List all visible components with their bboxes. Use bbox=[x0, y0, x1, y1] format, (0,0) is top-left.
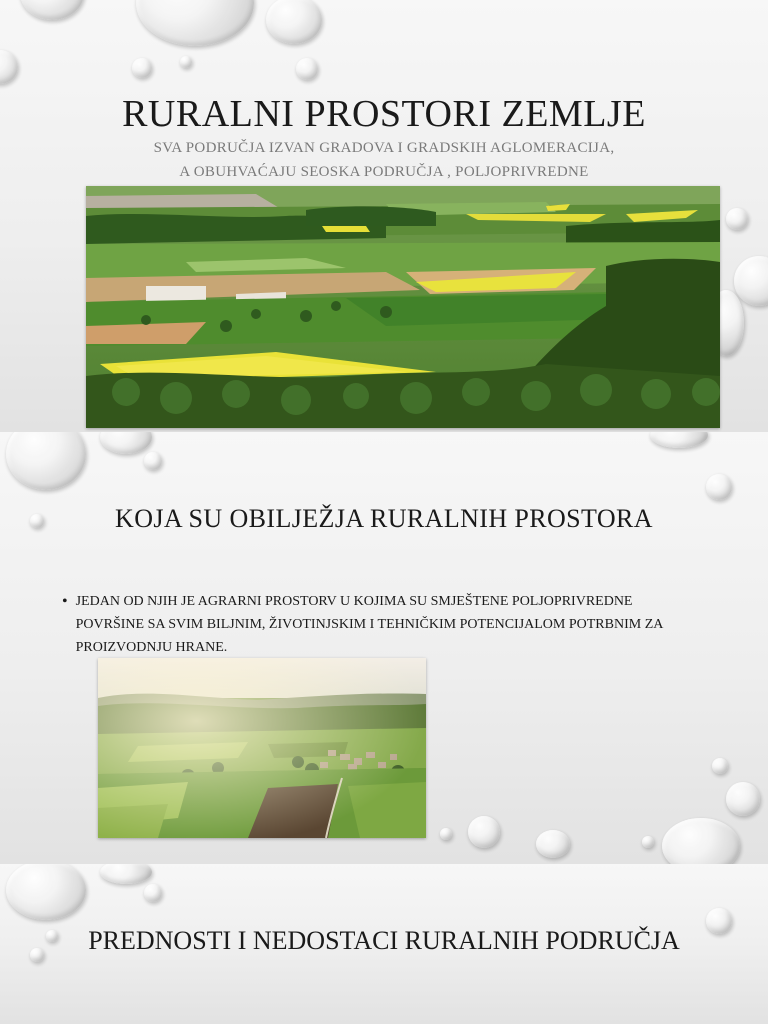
slide-2 bbox=[0, 432, 768, 864]
water-drop-decoration bbox=[20, 0, 84, 20]
slide-3 bbox=[0, 864, 768, 1024]
water-drop-decoration bbox=[706, 908, 732, 934]
water-drop-decoration bbox=[132, 58, 152, 78]
water-drop-decoration bbox=[296, 58, 318, 80]
water-drop-decoration bbox=[726, 782, 760, 816]
water-drop-decoration bbox=[662, 818, 740, 864]
slide-subtitle-line-2: A OBUHVAĆAJU SEOSKA PODRUČJA , POLJOPRIVREDNE bbox=[179, 164, 589, 180]
water-drop-decoration bbox=[266, 0, 322, 44]
water-drop-decoration bbox=[136, 0, 254, 46]
slide-title: KOJA SU OBILJEŽJA RURALNIH PROSTORA bbox=[115, 504, 653, 533]
bullet-item bbox=[62, 590, 682, 659]
water-drop-decoration bbox=[100, 432, 152, 454]
water-drop-decoration bbox=[6, 432, 86, 490]
water-drop-decoration bbox=[180, 56, 192, 68]
bullet-marker: • bbox=[62, 593, 68, 610]
water-drop-decoration bbox=[144, 452, 162, 470]
water-drop-decoration bbox=[468, 816, 500, 848]
slide-1 bbox=[0, 0, 768, 432]
slide-subtitle-line-1: SVA PODRUČJA IZVAN GRADOVA I GRADSKIH AGLOMERACIJA, bbox=[153, 140, 615, 156]
water-drop-decoration bbox=[536, 830, 570, 858]
water-drop-decoration bbox=[712, 758, 728, 774]
water-drop-decoration bbox=[706, 474, 732, 500]
rural-landscape-photo bbox=[86, 186, 720, 428]
bullet-text: JEDAN OD NJIH JE AGRARNI PROSTORV U KOJIMA SU SMJEŠTENE POLJOPRIVREDNE POVRŠINE SA SVIM BILJNIM, ŽIVOTINJSKIM I TEHNIČKIM POTENCIJALOM POTRBNIM ZA PROIZVODNJU HRANE. bbox=[75, 594, 663, 655]
water-drop-decoration bbox=[100, 864, 152, 884]
water-drop-decoration bbox=[734, 256, 768, 306]
water-drop-decoration bbox=[642, 836, 654, 848]
slide-title: PREDNOSTI I NEDOSTACI RURALNIH PODRUČJA bbox=[88, 926, 680, 955]
water-drop-decoration bbox=[650, 432, 708, 448]
water-drop-decoration bbox=[726, 208, 748, 230]
water-drop-decoration bbox=[440, 828, 452, 840]
water-drop-decoration bbox=[6, 864, 86, 920]
water-drop-decoration bbox=[30, 948, 44, 962]
slide-title: RURALNI PROSTORI ZEMLJE bbox=[122, 93, 646, 135]
water-drop-decoration bbox=[0, 50, 18, 84]
water-drop-decoration bbox=[46, 930, 58, 942]
aerial-village-photo bbox=[98, 658, 426, 838]
water-drop-decoration bbox=[144, 884, 162, 902]
